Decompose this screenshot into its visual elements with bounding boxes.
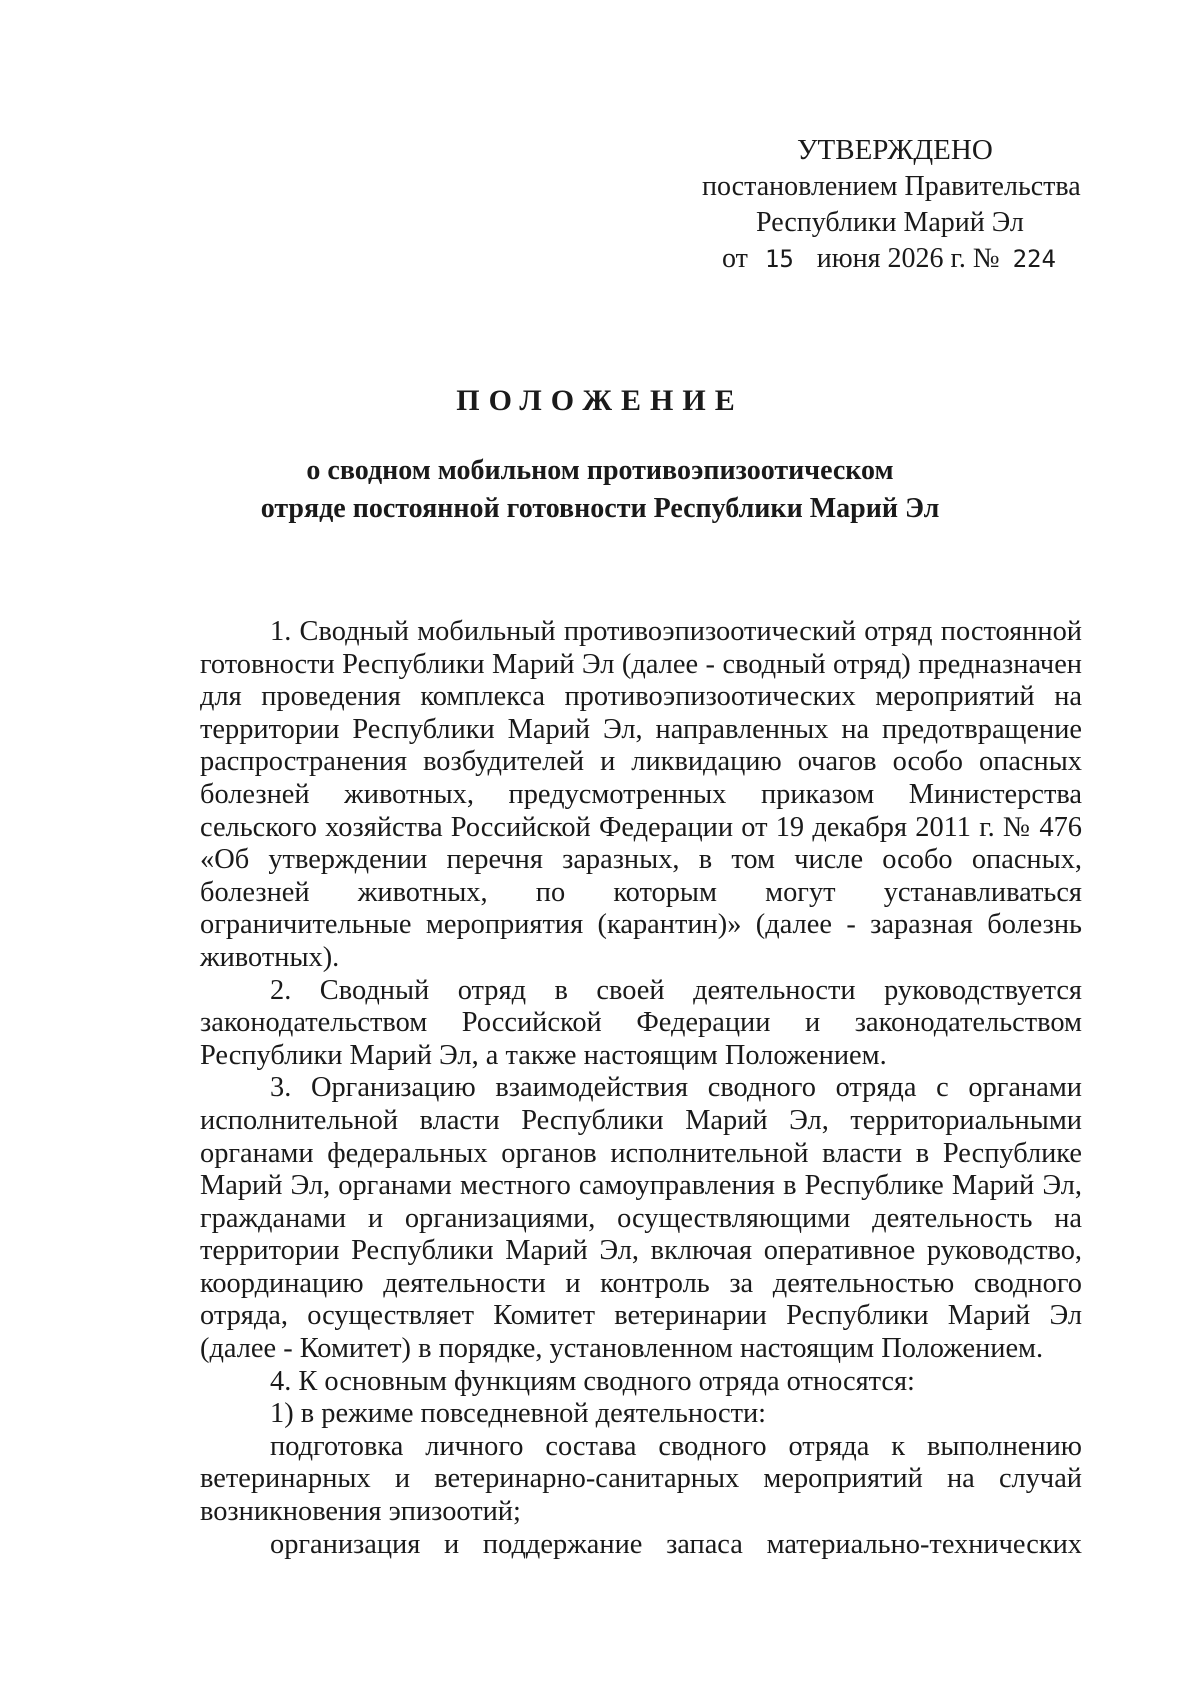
- document-subtitle: [0, 452, 1200, 528]
- document-body: [200, 616, 1082, 1561]
- approval-line-2: Республики Марий Эл: [756, 207, 1024, 238]
- approval-month-year: июня 2026 г. №: [816, 243, 1000, 274]
- paragraph-training: подготовка личного состава сводного отряда к выполнению ветеринарных и ветеринарно-санитарных мероприятий на случай возникновения эпизоотий;: [200, 1430, 1082, 1528]
- subtitle-line-1: о сводном мобильном противоэпизоотическом: [306, 455, 894, 486]
- approval-date-line: [722, 242, 1056, 276]
- paragraph-supplies: организация и поддержание запаса материально-технических: [270, 1528, 1082, 1560]
- paragraph-4: 4. К основным функциям сводного отряда относятся:: [270, 1365, 915, 1397]
- paragraph-1: 1. Сводный мобильный противоэпизоотический отряд постоянной готовности Республики Марий Эл (далее - сводный отряд) предназначен для проведения комплекса противоэпизоотических мероприятий на территории Республики Марий Эл, направленных на предотвращение распространения возбудителей и ликвидацию очагов особо опасных болезней животных, предусмотренных приказом Министерства сельского хозяйства Российской Федерации от 19 декабря 2011 г. № 476 «Об утверждении перечня заразных, в том числе особо опасных, болезней животных, по которым могут устанавливаться ограничительные мероприятия (карантин)» (далее - заразная болезнь животных).: [200, 616, 1082, 973]
- approval-day: 15: [764, 245, 794, 273]
- approval-title: УТВЕРЖДЕНО: [797, 134, 993, 166]
- paragraph-3: 3. Организацию взаимодействия сводного отряда с органами исполнительной власти Республики Марий Эл, территориальными органами федеральных органов исполнительной власти в Республике Марий Эл, органами местного самоуправления в Республике Марий Эл, гражданами и организациями, осуществляющими деятельность на территории Республики Марий Эл, включая оперативное руководство, координацию деятельности и контроль за деятельностью сводного отряда, осуществляет Комитет ветеринарии Республики Марий Эл (далее - Комитет) в порядке, установленном настоящим Положением.: [200, 1072, 1082, 1365]
- paragraph-2: 2. Сводный отряд в своей деятельности руководствуется законодательством Российской Федерации и законодательством Республики Марий Эл, а также настоящим Положением.: [200, 974, 1082, 1071]
- approval-date-prefix: от: [722, 243, 748, 274]
- subtitle-line-2: отряде постоянной готовности Республики Марий Эл: [260, 493, 940, 524]
- paragraph-4-1: 1) в режиме повседневной деятельности:: [270, 1398, 767, 1430]
- document-title: ПОЛОЖЕНИЕ: [456, 384, 744, 417]
- approval-number: 224: [1012, 245, 1056, 273]
- approval-line-1: постановлением Правительства: [702, 171, 1081, 202]
